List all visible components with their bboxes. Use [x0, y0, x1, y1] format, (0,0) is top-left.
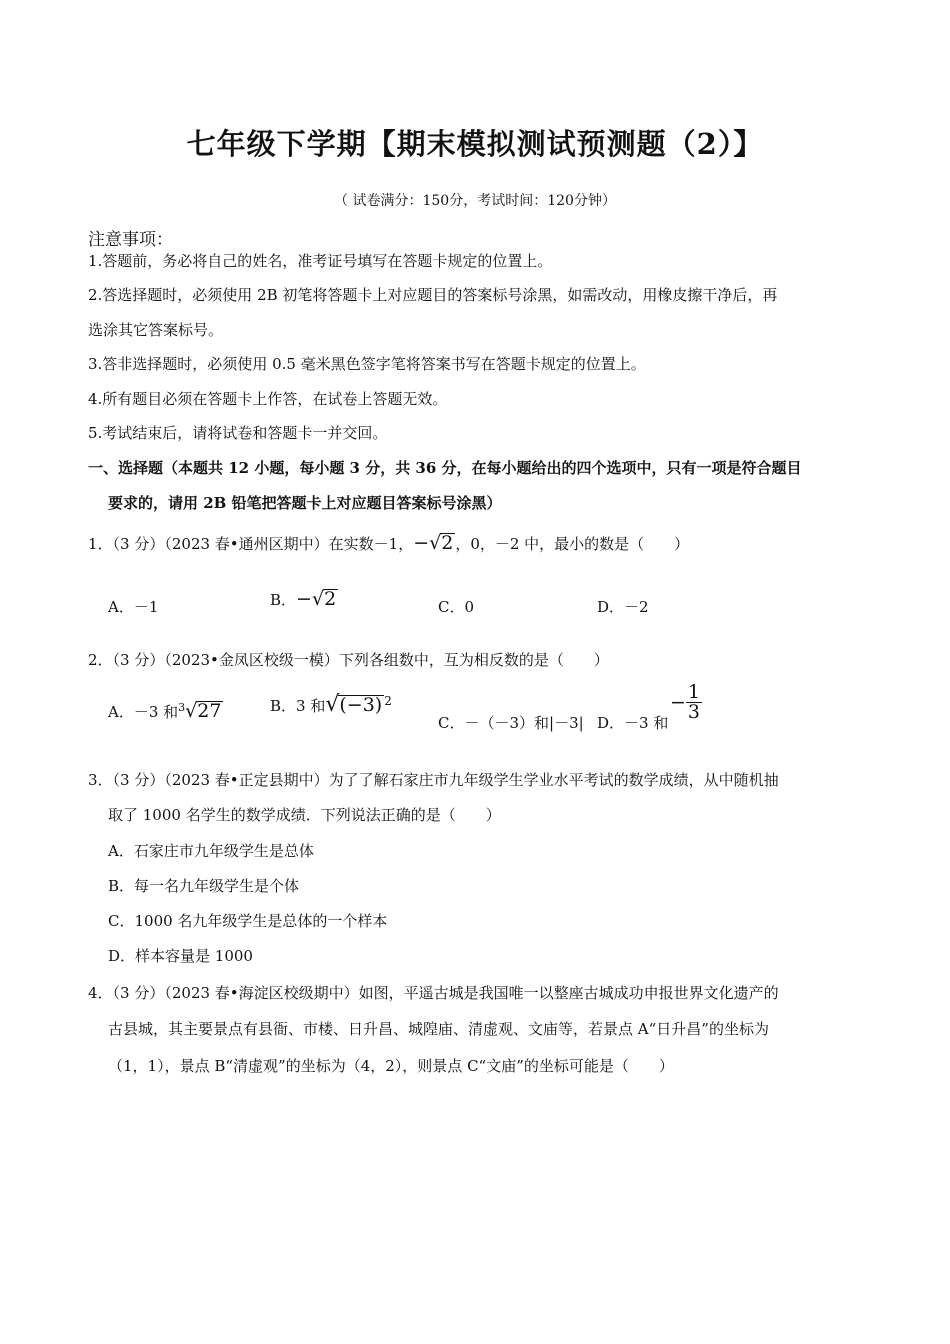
notice-item: 选涂其它答案标号。: [88, 321, 224, 339]
question-4-stem-cont: 古县城，其主要景点有县衙、市楼、日升昌、城隍庙、清虚观、文庙等，若景点 A“日升昌”的坐标为: [108, 1020, 769, 1038]
q1-option-b: B．−√2: [270, 588, 337, 610]
notice-heading: 注意事项：: [88, 230, 173, 250]
notice-item: 4.所有题目必须在答题卡上作答，在试卷上答题无效。: [88, 390, 448, 408]
exam-info: （ 试卷满分：150分，考试时间：120分钟）: [334, 193, 616, 209]
q3-option-a: A．石家庄市九年级学生是总体: [108, 842, 314, 860]
sqrt-radicand: 2: [441, 532, 454, 554]
q1-option-c: C．0: [438, 598, 475, 616]
neg-sign: −: [413, 532, 430, 554]
section-heading-cont: 要求的，请用 2B 铅笔把答题卡上对应题目答案标号涂黑）: [108, 494, 502, 512]
notice-item: 1.答题前，务必将自己的姓名，准考证号填写在答题卡规定的位置上。: [88, 252, 553, 270]
q3-option-d: D．样本容量是 1000: [108, 947, 253, 965]
q2-option-d-label: D．－3 和: [597, 714, 669, 732]
notice-item: 2.答选择题时，必须使用 2B 初笔将答题卡上对应题目的答案标号涂黑，如需改动，用橡皮擦干净后，再: [88, 286, 778, 304]
page-title: 七年级下学期【期末模拟测试预测题（2）】: [186, 127, 764, 161]
q3-option-b: B．每一名九年级学生是个体: [108, 877, 300, 895]
question-4-stem-cont: （1，1），景点 B“清虚观”的坐标为（4，2），则景点 C“文庙”的坐标可能是（ ）: [108, 1057, 674, 1075]
q3-option-c: C．1000 名九年级学生是总体的一个样本: [108, 912, 388, 930]
question-3-stem: 3．（3 分）（2023 春•正定县期中）为了了解石家庄市九年级学生学业水平考试的数学成绩，从中随机抽: [88, 771, 779, 789]
q2-option-a: A．－3 和$^3$√27: [108, 700, 222, 722]
q2-option-b: B．3 和√(−3) $^2$: [270, 692, 392, 717]
q1-option-d: D．－2: [597, 598, 649, 616]
question-2-stem: 2．（3 分）（2023•金凤区校级一模）下列各组数中，互为相反数的是（ ）: [88, 651, 609, 669]
section-heading: 一、选择题（本题共 12 小题，每小题 3 分，共 36 分，在每小题给出的四个选项中，只有一项是符合题目: [88, 459, 802, 477]
question-4-stem: 4．（3 分）（2023 春•海淀区校级期中）如图，平遥古城是我国唯一以整座古城成功申报世界文化遗产的: [88, 984, 779, 1002]
notice-item: 3.答非选择题时，必须使用 0.5 毫米黑色签字笔将答案书写在答题卡规定的位置上。: [88, 355, 646, 373]
q2-option-d-fraction: − $\frac{1}{3}$: [670, 681, 701, 723]
q2-option-c: C．－（－3）和|－3|: [438, 714, 584, 732]
q1-option-a: A．－1: [108, 598, 159, 616]
question-3-stem-cont: 取了 1000 名学生的数学成绩．下列说法正确的是（ ）: [108, 806, 501, 824]
question-1-stem: 1．（3 分）（2023 春•通州区期中）在实数－1，−√2 ，0，－2 中，最小的数是（ ）: [88, 532, 690, 554]
notice-item: 5.考试结束后，请将试卷和答题卡一并交回。: [88, 424, 388, 442]
